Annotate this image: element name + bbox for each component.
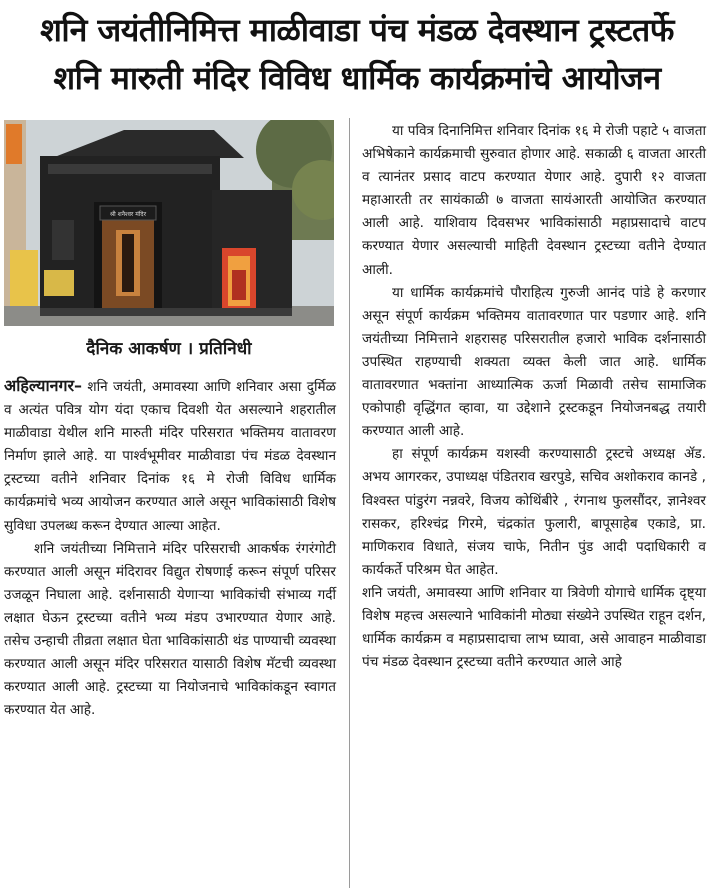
article-column-left bbox=[4, 374, 336, 722]
dateline: अहिल्यानगर– bbox=[4, 376, 83, 395]
paragraph: शनि जयंतीच्या निमित्ताने मंदिर परिसराची आकर्षक रंगरंगोटी करण्यात आली असून मंदिरावर विद्युत रोषणाई करून संपूर्ण परिसर उजळून निघाला आहे. दर्शनासाठी येणाऱ्या भाविकांची संभाव्य गर्दी लक्षात घेऊन ट्रस्टच्या वतीने भव्य मंडप उभारण्यात येणार आहे. तसेच उन्हाची तीव्रता लक्षात घेता भाविकांसाठी थंड पाण्याची व्यवस्था करण्यात आली असून मंदिर परिसरात यासाठी विशेष मॅटची व्यवस्था करण्यात आली आहे. ट्रस्टच्या या नियोजनाचे भाविकांकडून स्वागत करण्यात येत आहे. bbox=[4, 540, 336, 719]
paragraph: हा संपूर्ण कार्यक्रम यशस्वी करण्यासाठी ट्रस्टचे अध्यक्ष ॲड. अभय आगरकर, उपाध्यक्ष पंडितराव खरपुडे, सचिव अशोकराव कानडे , विश्वस्त पांडुरंग नन्नवरे, विजय कोथिंबीरे , रंगनाथ फुलसौंदर, ज्ञानेश्वर रासकर, हरिश्चंद्र गिरमे, चंद्रकांत फुलारी, बापूसाहेब एकाडे, प्रा. माणिकराव विधाते, संजय चाफे, नितीन पुंड आदी पदाधिकारी व कार्यकर्ते परिश्रम घेत आहेत. bbox=[362, 446, 706, 578]
column-divider bbox=[349, 118, 350, 888]
temple-illustration bbox=[4, 120, 334, 326]
article-column-right bbox=[362, 120, 706, 674]
byline: दैनिक आकर्षण । प्रतिनिधी bbox=[86, 339, 252, 359]
headline-line-2: शनि मारुती मंदिर विविध धार्मिक कार्यक्रमांचे आयोजन bbox=[53, 59, 661, 97]
paragraph bbox=[4, 374, 336, 538]
paragraph: या पवित्र दिनानिमित्त शनिवार दिनांक १६ मे रोजी पहाटे ५ वाजता अभिषेकाने कार्यक्रमाची सुरुवात होणार आहे. सकाळी ६ वाजता आरती व त्यानंतर प्रसाद वाटप करण्यात येणार आहे. दुपारी १२ वाजता महाआरती तर सायंकाळी ७ वाजता सायंआरती आयोजित करण्यात आली आहे. याशिवाय दिवसभर भाविकांसाठी महाप्रसादाचे वाटप करण्यात येणार असल्याची माहिती देवस्थान ट्रस्टच्या वतीने देण्यात आली. bbox=[362, 123, 706, 278]
paragraph: शनि जयंती, अमावस्या आणि शनिवार या त्रिवेणी योगाचे धार्मिक दृष्ट्या विशेष महत्त्व असल्याने भाविकांनी मोठ्या संख्येने उपस्थित राहून दर्शन, धार्मिक कार्यक्रम व महाप्रसादाचा लाभ घ्यावा, असे आवाहन माळीवाडा पंच मंडळ देवस्थान ट्रस्टच्या वतीने करण्यात आले आहे bbox=[362, 584, 706, 671]
headline-line-1: शनि जयंतीनिमित्त माळीवाडा पंच मंडळ देवस्थान ट्रस्टतर्फे bbox=[40, 11, 674, 49]
temple-signboard: श्री शनैश्वर मंदिर bbox=[109, 211, 147, 218]
paragraph: या धार्मिक कार्यक्रमांचे पौराहित्य गुरुजी आनंद पांडे हे करणार असून संपूर्ण कार्यक्रम भक्तिमय वातावरणात पार पडणार आहे. शनि जयंतीच्या निमित्ताने शहरासह परिसरातील हजारो भाविक दर्शनासाठी उपस्थित राहण्याची शक्यता व्यक्त केली जात आहे. धार्मिक वातावरणात भक्तांना आध्यात्मिक ऊर्जा मिळावी तसेच सामाजिक एकोपाही वृद्धिंगत व्हावा, या उद्देशाने ट्रस्टकडून नियोजनबद्ध तयारी करण्यात आली आहे. bbox=[362, 284, 706, 440]
paragraph-text: शनि जयंती, अमावस्या आणि शनिवार असा दुर्मिळ व अत्यंत पवित्र योग यंदा एकाच दिवशी येत असल्याने शहरातील माळीवाडा येथील शनि मारुती मंदिर परिसरात भक्तिमय वातावरण निर्माण झाले आहे. या पार्श्वभूमीवर माळीवाडा पंच मंडळ देवस्थान ट्रस्टच्या वतीने शनिवार दिनांक १६ मे रोजी विविध धार्मिक कार्यक्रमांचे भव्य आयोजन करण्यात आले असून भाविकांसाठी विशेष सुविधा उपलब्ध करून देण्यात आल्या आहेत. bbox=[4, 379, 336, 534]
temple-photo bbox=[4, 120, 334, 326]
